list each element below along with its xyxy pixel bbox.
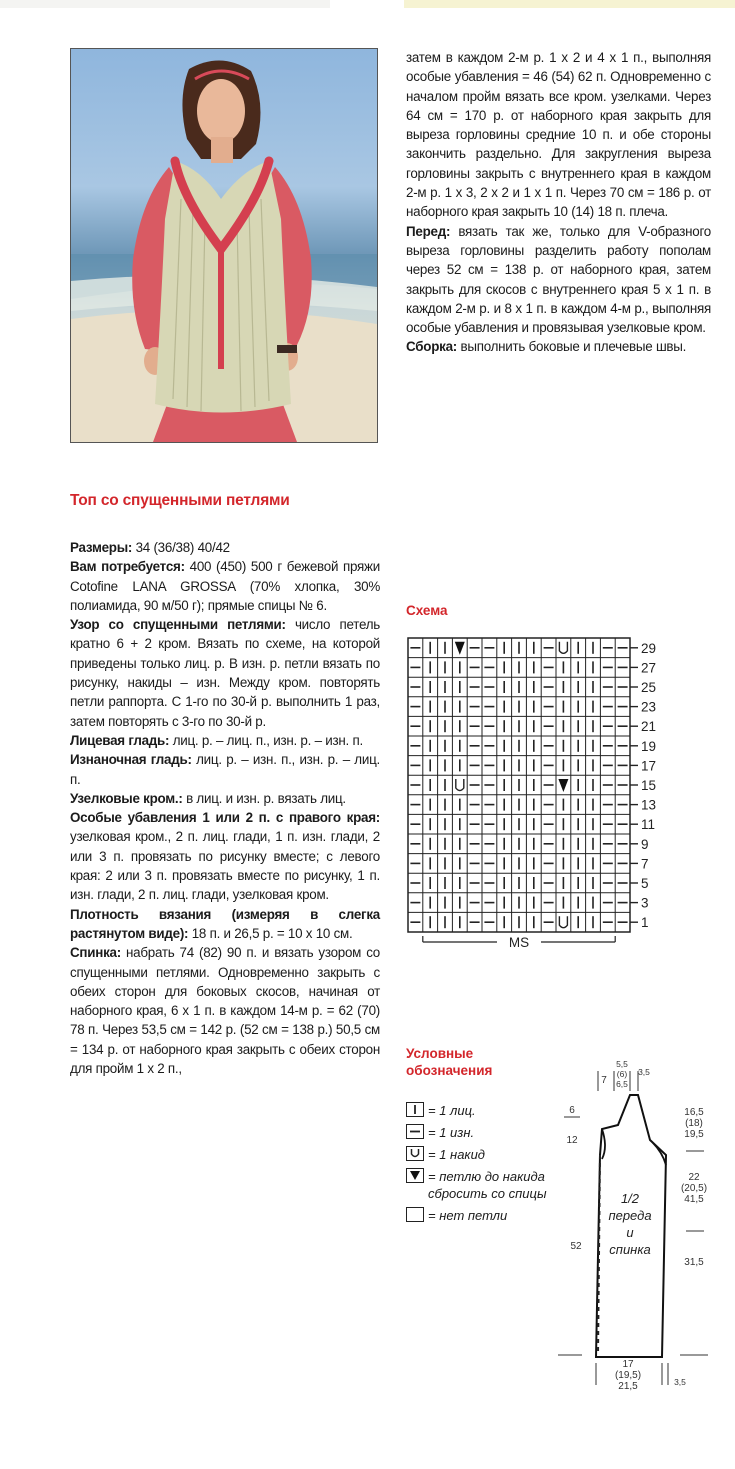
- row-number: 29: [641, 640, 657, 656]
- article-title: Топ со спущенными петлями: [70, 492, 290, 509]
- paragraph-text: лиц. р. – изн. п., изн. р. – лиц. п.: [70, 752, 380, 787]
- dimension-label: 3,5: [674, 1377, 686, 1387]
- row-number: 23: [641, 699, 657, 715]
- paragraph-text: узелковая кром., 2 п. лиц. глади, 1 п. изн. глади, 2 или 3 п. провязать по рисунку вместе; с левого края: 2 или 3 п. провязать вместе по рисунку, 1 п. изн. глади, 2 п. лиц. глади, узелковая кром.: [70, 829, 380, 903]
- right-text-column: [406, 48, 711, 357]
- row-number: 17: [641, 758, 657, 774]
- dimension-label: 6,5: [616, 1079, 628, 1089]
- paragraph-text: затем в каждом 2-м р. 1 х 2 и 4 х 1 п., выполняя особые убавления = 46 (54) 62 п. Одновременно с началом пройм вязать все кром. узелками. Через 64 см = 170 р. от наборного края закрыть для выреза горловины средние 10 п. и обе стороны закончить раздельно. Для закругления выреза горловины закрыть с внутреннего края в каждом 2-м р. 1 х 3, 2 х 2 и 1 х 1 п. Через 70 см = 186 р. от наборного края закрыть 10 (14) 18 п. плеча.: [406, 50, 711, 220]
- dimension-label: 3,5: [638, 1067, 650, 1077]
- dimension-label: 21,5: [618, 1381, 638, 1392]
- left-text-column: [70, 538, 380, 1078]
- schematic-center-label: 1/2: [620, 1191, 640, 1206]
- row-number: 9: [641, 836, 649, 852]
- dimension-label: 12: [566, 1135, 578, 1146]
- dimension-label: (19,5): [614, 1370, 642, 1381]
- row-number: 15: [641, 778, 657, 793]
- model-photo: [70, 48, 378, 443]
- legend-text: = 1 лиц.: [428, 1103, 476, 1118]
- row-number: 11: [641, 817, 656, 833]
- dimension-label: (20,5): [680, 1183, 708, 1194]
- paragraph: [406, 337, 711, 356]
- row-number: 27: [641, 660, 657, 676]
- dimension-label: (18): [685, 1118, 703, 1129]
- paragraph: [406, 48, 711, 222]
- paragraph-text: вязать так же, только для V-образного выреза горловины разделить работу пополам через 52 см = 138 р. от наборного края, затем закрыть для скосов с внутреннего края 5 х 1 п. в каждом 2-м р. и 8 х 1 п. в каждом 4-м р., выполняя особые убавления и провязывая узелковые кром.: [406, 223, 711, 336]
- row-number: 5: [641, 876, 649, 891]
- paragraph: [70, 943, 380, 1078]
- paragraph: [70, 731, 380, 750]
- page-top-strip-right: [404, 0, 735, 8]
- row-number: 7: [641, 856, 649, 872]
- paragraph: [70, 615, 380, 731]
- knitting-chart: [406, 630, 706, 975]
- legend-item: [406, 1207, 576, 1224]
- row-number: 21: [641, 719, 657, 735]
- legend-text: = петлю до накида сбросить со спицы: [428, 1169, 547, 1201]
- schematic-center-label: переда: [608, 1208, 652, 1223]
- paragraph: [70, 538, 380, 557]
- legend-item: [406, 1168, 576, 1202]
- legend-text: = нет петли: [428, 1208, 508, 1223]
- paragraph-label: Размеры:: [70, 540, 133, 555]
- dimension-label: 17: [622, 1359, 634, 1370]
- row-number: 19: [641, 738, 657, 754]
- legend-text: = 1 накид: [428, 1147, 485, 1162]
- paragraph: [406, 222, 711, 338]
- paragraph-label: Плотность вязания (измеряя в слегка растянутом виде):: [70, 906, 380, 941]
- legend-item: [406, 1146, 576, 1163]
- paragraph-label: Сборка:: [406, 339, 457, 355]
- paragraph-text: число петель кратно 6 + 2 кром. Вязать по схеме, на которой приведены только лиц. р. В изн. р. петли вязать по рисунку, накиды – изн. Между кром. повторять петли раппорта. С 1-го по 30-й р. выполнить 1 раз, затем повторять с 3-го по 30-й р.: [70, 617, 380, 729]
- paragraph: [70, 750, 380, 789]
- legend: [406, 1102, 576, 1229]
- paragraph: [70, 789, 380, 808]
- knit-icon: [406, 1102, 424, 1117]
- paragraph: [70, 557, 380, 615]
- dimension-label: 22: [688, 1172, 700, 1183]
- paragraph-text: набрать 74 (82) 90 п. и вязать узором со спущенными петлями. Одновременно закрыть с обеих сторон для боковых скосов, начиная от наборного края, 6 х 1 п. в каждом 14-м р. = 62 (70) 78 п. Через 53,5 см = 142 р. (52 см = 138 р.) 50,5 см = 134 р. от наборного края закрыть с обеих сторон для пройм 1 х 2 п.,: [70, 945, 380, 1077]
- garment-schematic: [558, 1055, 728, 1410]
- paragraph-label: Лицевая гладь:: [70, 732, 170, 748]
- dimension-label: (6): [616, 1069, 628, 1079]
- legend-item: [406, 1102, 576, 1119]
- yarn-over-icon: [406, 1146, 424, 1161]
- dimension-label: 7: [601, 1075, 607, 1086]
- dimension-label: 19,5: [684, 1129, 704, 1140]
- paragraph-label: Узор со спущенными петлями:: [70, 617, 286, 633]
- row-number: 3: [641, 895, 649, 911]
- paragraph-label: Особые убавления 1 или 2 п. с правого края:: [70, 810, 380, 826]
- paragraph-label: Узелковые кром.:: [70, 790, 183, 806]
- dimension-label: 52: [570, 1241, 582, 1252]
- schematic-center-label: спинка: [609, 1242, 651, 1257]
- legend-title: Условные обозначения: [406, 1046, 493, 1078]
- purl-icon: [406, 1124, 424, 1139]
- paragraph-text: в лиц. и изн. р. вязать лиц.: [182, 790, 346, 806]
- dimension-label: 6: [569, 1105, 575, 1116]
- row-number: 25: [641, 680, 657, 695]
- paragraph-label: Спинка:: [70, 945, 121, 961]
- paragraph-text: лиц. р. – лиц. п., изн. р. – изн. п.: [169, 732, 363, 748]
- row-number: 13: [641, 797, 657, 813]
- schematic-center-label: и: [626, 1225, 634, 1240]
- paragraph-text: выполнить боковые и плечевые швы.: [456, 339, 687, 355]
- dimension-label: 41,5: [684, 1194, 704, 1205]
- empty-icon: [406, 1207, 424, 1222]
- paragraph: [70, 905, 380, 944]
- paragraph-text: 18 п. и 26,5 р. = 10 х 10 см.: [188, 925, 353, 941]
- legend-item: [406, 1124, 576, 1141]
- paragraph-label: Изнаночная гладь:: [70, 752, 192, 768]
- page-top-strip-left: [0, 0, 330, 8]
- paragraph-text: 34 (36/38) 40/42: [132, 540, 230, 555]
- row-number: 1: [641, 915, 649, 931]
- paragraph-label: Вам потребуется:: [70, 559, 185, 575]
- paragraph-label: Перед:: [406, 223, 451, 239]
- schema-title: Схема: [406, 603, 448, 618]
- repeat-label: MS: [508, 935, 530, 950]
- dimension-label: 16,5: [684, 1107, 704, 1118]
- dimension-label: 5,5: [616, 1059, 628, 1069]
- legend-text: = 1 изн.: [428, 1125, 475, 1140]
- dimension-label: 31,5: [684, 1257, 704, 1268]
- paragraph: [70, 808, 380, 904]
- drop-icon: [406, 1168, 424, 1183]
- paragraph-text: 400 (450) 500 г бежевой пряжи Cotofine LANA GROSSA (70% хлопка, 30% полиамида, 90 м/50 г); прямые спицы № 6.: [70, 559, 380, 613]
